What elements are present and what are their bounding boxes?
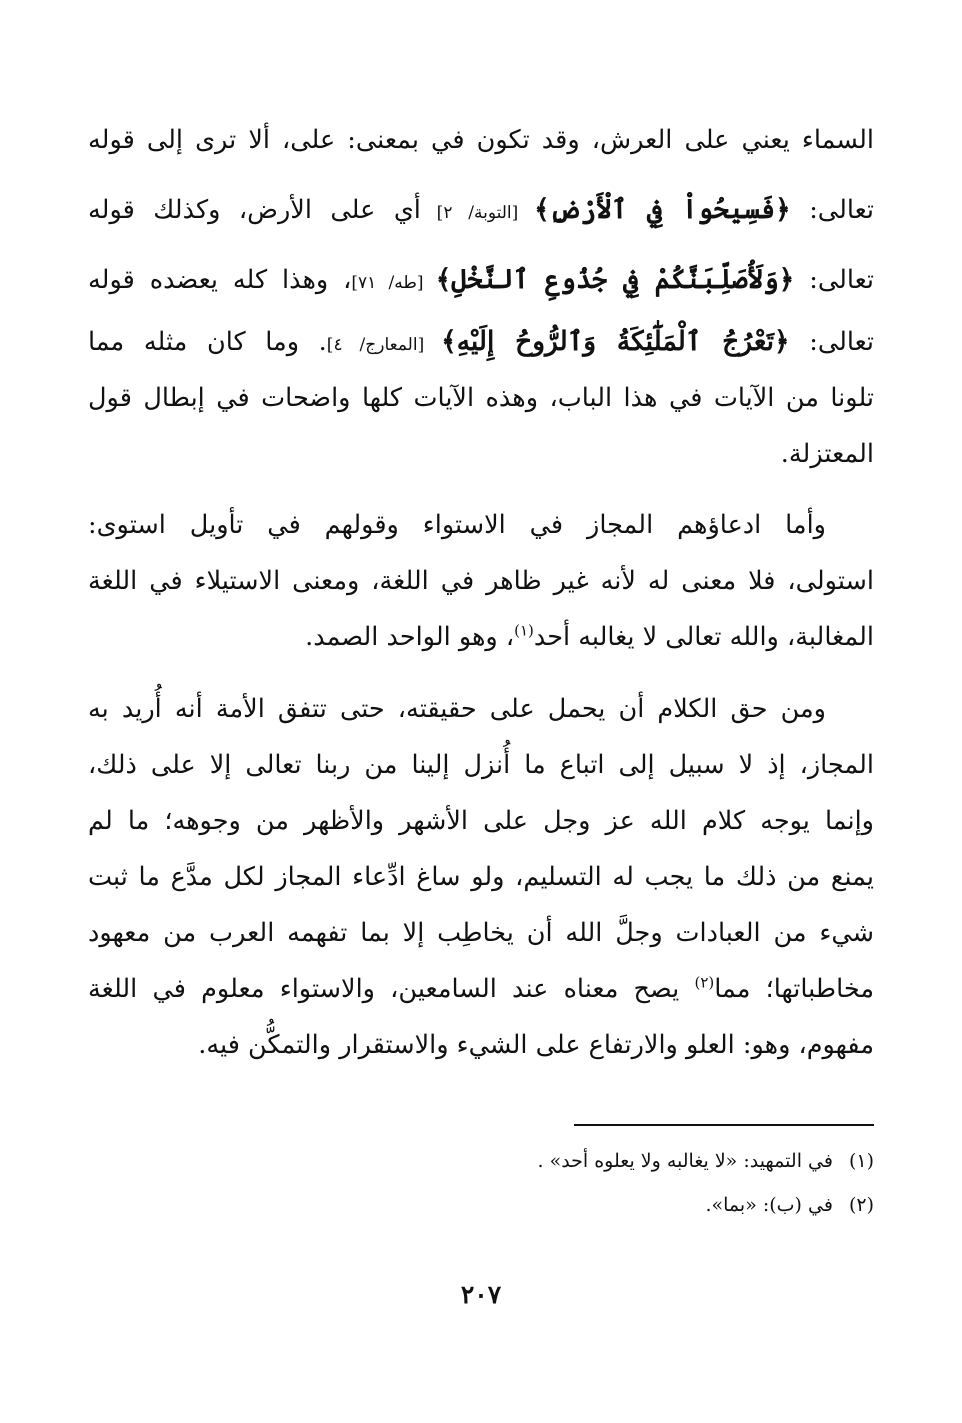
line-text: المغالبة، والله تعالى لا يغالبه أحد	[533, 622, 874, 652]
paragraph-2-line-2: استولى، فلا معنى له لأنه غير ظاهر في اللغة، ومعنى الاستيلاء في اللغة	[88, 566, 874, 596]
footnote-text: في التمهيد: «لا يغالبه ولا يعلوه أحد» .	[537, 1150, 833, 1172]
line-text: تعالى:	[789, 327, 874, 357]
line-text: مخاطباتها؛ مما	[714, 974, 874, 1004]
paragraph-1-line-1: السماء يعني على العرش، وقد تكون في بمعنى: على، ألا ترى إلى قوله	[88, 125, 874, 155]
paragraph-2-line-1: وأما ادعاؤهم المجاز في الاستواء وقولهم في تأويل استوى:	[88, 510, 826, 540]
line-text: يصح معناه عند السامعين، والاستواء معلوم في اللغة	[88, 974, 695, 1004]
paragraph-2-line-3	[88, 608, 874, 666]
quran-verse: ﴿فَسِيحُواْ فِي ٱلْأَرْضِ﴾	[534, 194, 791, 225]
quran-verse: ﴿تَعْرُجُ ٱلْمَلَٰٓئِكَةُ وَٱلرُّوحُ إِلَيْهِ﴾	[441, 326, 790, 357]
footnote-1	[88, 1142, 874, 1180]
footnote-number: (٢)	[848, 1194, 874, 1216]
line-text: ، وهذا كله يعضده قوله	[88, 265, 352, 295]
line-text: أي على الأرض، وكذلك قوله	[88, 195, 421, 225]
paragraph-3-line-5: شيء من العبادات وجلَّ الله أن يخاطِب إلا بما تفهمه العرب من معهود	[88, 918, 874, 948]
paragraph-1-line-5: تلونا من الآيات في هذا الباب، وهذه الآيات كلها واضحات في إبطال قول	[88, 383, 874, 413]
footnote-divider	[574, 1124, 874, 1126]
paragraph-3-line-7: مفهوم، وهو: العلو والارتفاع على الشيء والاستقرار والتمكُّن فيه.	[198, 1030, 874, 1060]
page-number: ٢٠٧	[460, 1280, 502, 1309]
footnote-2	[88, 1186, 874, 1224]
footnote-marker[interactable]: (١)	[514, 621, 534, 640]
paragraph-1-line-3	[88, 251, 874, 309]
paragraph-1-line-6: المعتزلة.	[780, 439, 874, 469]
footnote-text: في (ب): «بما».	[705, 1194, 833, 1216]
paragraph-1-line-4	[88, 313, 874, 371]
line-text: تعالى:	[790, 195, 874, 225]
paragraph-3-line-4: يمنع من ذلك ما يجب له التسليم، ولو ساغ ادِّعاء المجاز لكل مدَّع ما ثبت	[88, 862, 874, 892]
paragraph-3-line-1: ومن حق الكلام أن يحمل على حقيقته، حتى تتفق الأمة أنه أُريد به	[88, 694, 826, 724]
verse-reference: [المعارج/ ٤]	[326, 335, 442, 355]
line-text: . وما كان مثله مما	[88, 327, 327, 357]
verse-reference: [طه/ ٧١]	[351, 273, 436, 293]
paragraph-3-line-6	[88, 960, 874, 1018]
paragraph-3-line-3: وإنما يوجه كلام الله عز وجل على الأشهر والأظهر من وجوهه؛ ما لم	[88, 806, 874, 836]
verse-reference: [التوبة/ ٢]	[420, 203, 535, 223]
line-text: ، وهو الواحد الصمد.	[305, 622, 515, 652]
footnote-marker[interactable]: (٢)	[694, 973, 715, 992]
paragraph-3-line-2: المجاز، إذ لا سبيل إلى اتباع ما أُنزل إلينا من ربنا تعالى إلا على ذلك،	[88, 750, 874, 780]
line-text: تعالى:	[794, 265, 874, 295]
paragraph-1-line-2	[88, 181, 874, 239]
quran-verse: ﴿وَلَأُصَلِّبَنَّكُمْ فِي جُذُوعِ ٱلنَّخْلِ﴾	[435, 264, 795, 295]
footnote-number: (١)	[848, 1150, 874, 1172]
